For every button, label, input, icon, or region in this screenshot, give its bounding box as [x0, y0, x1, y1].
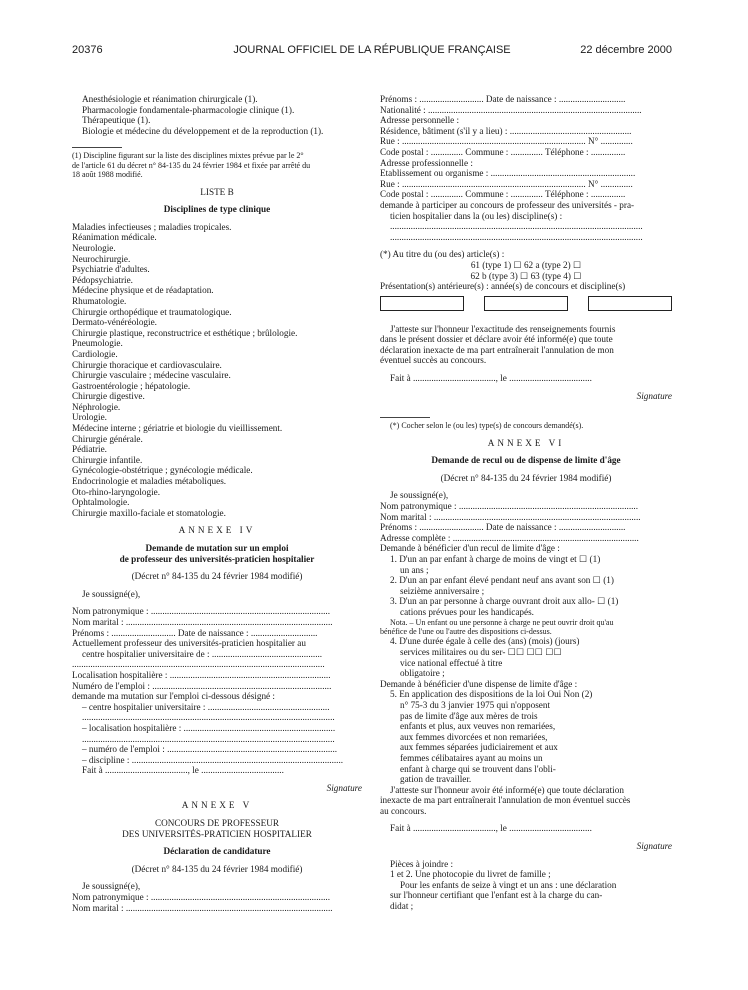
- text-line: Pneumologie.: [72, 338, 123, 349]
- text-line: Urologie.: [72, 412, 107, 423]
- previous-applications-boxes: [380, 296, 672, 311]
- text-line: 62 b (type 3) ☐ 63 (type 4) ☐: [470, 270, 582, 281]
- text-line: inexacte de ma part entraînerait l'annulation de mon éventuel succès: [380, 795, 631, 806]
- journal-title: JOURNAL OFFICIEL DE LA RÉPUBLIQUE FRANÇAISE: [233, 44, 511, 56]
- text-line: ANNEXE VI: [487, 437, 565, 448]
- text-line: Gastroentérologie ; hépatologie.: [72, 380, 191, 391]
- page-header: [72, 44, 672, 60]
- text-line: Code postal : .............. Commune : .............. Téléphone : ...............: [380, 146, 626, 157]
- spacer: [72, 564, 362, 571]
- text-line: Gynécologie-obstétrique ; gynécologie médicale.: [72, 465, 253, 476]
- spacer: [380, 401, 672, 413]
- text-line: Je soussigné(e),: [82, 588, 141, 599]
- text-line: CONCOURS DE PROFESSEUR: [154, 818, 280, 829]
- text-line: Néphrologie.: [72, 401, 121, 412]
- text-line: gation de travailler.: [400, 774, 472, 785]
- entry-box[interactable]: [484, 296, 568, 311]
- right-column: [380, 94, 672, 912]
- spacer: [72, 197, 362, 204]
- spacer: [72, 215, 362, 222]
- text-line: Nom marital : ..........................................................................................: [380, 511, 641, 522]
- text-line: services militaires ou du ser- ☐☐ ☐☐ ☐☐: [400, 646, 562, 657]
- publication-date: 22 décembre 2000: [580, 44, 672, 56]
- text-line: ..............................................................................................................: [82, 733, 335, 744]
- text-line: enfants et plus, aux veuves non remariées,: [400, 721, 556, 732]
- text-line: Code postal : .............. Commune : .............. Téléphone : ...............: [380, 189, 626, 200]
- spacer: [380, 242, 672, 249]
- spacer: [380, 483, 672, 490]
- text-line: bénéfice de l'une ou l'autre des dispositions ci-dessus.: [380, 626, 552, 636]
- text-line: Ophtalmologie.: [72, 497, 130, 508]
- spacer: [72, 536, 362, 543]
- text-line: Prénoms : ............................ Date de naissance : .............................: [72, 627, 318, 638]
- spacer: [72, 518, 362, 525]
- text-line: vice national effectué à titre: [400, 657, 503, 668]
- spacer: [380, 366, 672, 373]
- text-line: seizième anniversaire ;: [400, 585, 485, 596]
- text-line: Fait à ...................................., le ....................................: [390, 373, 592, 384]
- text-line: Je soussigné(e),: [82, 881, 141, 892]
- text-line: (*) Cocher selon le (ou les) type(s) de concours demandé(s).: [390, 421, 584, 431]
- text-line: – localisation hospitalière : ..................................................................: [82, 722, 336, 733]
- text-line: Biologie et médecine du développement et de la reproduction (1).: [82, 125, 324, 136]
- text-line: Cardiologie.: [72, 348, 118, 359]
- text-line: Endocrinologie et maladies métaboliques.: [72, 476, 227, 487]
- text-line: Chirurgie thoracique et cardiovasculaire.: [72, 359, 222, 370]
- text-line: 2. D'un an par enfant élevé pendant neuf ans avant son ☐ (1): [390, 575, 614, 586]
- text-line: Rue : ................................................................................ N° ..............: [380, 136, 633, 147]
- text-line: LISTE B: [200, 186, 234, 197]
- text-line: J'atteste sur l'honneur l'exactitude des renseignements fournis: [390, 323, 616, 334]
- text-line: Pédopsychiatrie.: [72, 274, 133, 285]
- text-line: Nota. – Un enfant ou une personne à charge ne peut ouvrir droit qu'au: [390, 617, 614, 627]
- text-line: Adresse professionnelle :: [380, 157, 473, 168]
- text-line: – discipline : ............................................................................................: [82, 754, 344, 765]
- text-line: obligatoire ;: [400, 668, 445, 679]
- text-line: Demande à bénéficier d'un recul de limite d'âge :: [380, 543, 560, 554]
- text-line: Anesthésiologie et réanimation chirurgicale (1).: [82, 94, 258, 104]
- text-line: au concours.: [380, 805, 427, 816]
- spacer: [72, 793, 362, 800]
- text-line: Prénoms : ............................ Date de naissance : .............................: [380, 522, 626, 533]
- text-line: ..............................................................................................................: [390, 221, 643, 232]
- text-line: n° 75-3 du 3 janvier 1975 qui n'opposent: [400, 699, 551, 710]
- spacer: [72, 839, 362, 846]
- spacer: [72, 776, 362, 783]
- text-line: pas de limite d'âge aux mères de trois: [400, 710, 538, 721]
- text-line: Signature: [636, 390, 672, 401]
- text-line: Nationalité : .............................................................................................: [380, 104, 642, 115]
- text-line: de l'article 61 du décret n° 84-135 du 24 février 1984 et fixée par arrêté du: [72, 160, 311, 170]
- text-line: Nom patronymique : ..............................................................................: [380, 501, 639, 512]
- text-line: Nom marital : ..........................................................................................: [72, 616, 333, 627]
- text-line: ticien hospitalier dans la (ou les) discipline(s) :: [390, 210, 563, 221]
- text-line: Nom marital : ..........................................................................................: [72, 902, 333, 913]
- text-line: DES UNIVERSITÉS-PRATICIEN HOSPITALIER: [122, 828, 312, 839]
- text-line: Médecine physique et de réadaptation.: [72, 285, 214, 296]
- spacer: [72, 582, 362, 589]
- spacer: [380, 852, 672, 859]
- text-line: Chirurgie infantile.: [72, 454, 143, 465]
- text-line: Nom patronymique : ..............................................................................: [72, 892, 331, 903]
- text-line: ..............................................................................................................: [390, 231, 643, 242]
- entry-box[interactable]: [588, 296, 672, 311]
- text-line: aux femmes séparées judiciairement et aux: [400, 742, 558, 753]
- text-line: déclaration inexacte de ma part entraînerait l'annulation de mon: [380, 344, 614, 355]
- text-line: 61 (type 1) ☐ 62 a (type 2) ☐: [470, 259, 582, 270]
- text-line: Neurochirurgie.: [72, 253, 131, 264]
- text-line: Médecine interne ; gériatrie et biologie du vieillissement.: [72, 423, 283, 434]
- text-line: – centre hospitalier universitaire : .....................................................: [82, 701, 330, 712]
- text-line: Chirurgie générale.: [72, 433, 143, 444]
- text-line: Chirurgie plastique, reconstructrice et esthétique ; brûlologie.: [72, 327, 298, 338]
- text-line: (Décret n° 84-135 du 24 février 1984 modifié): [440, 472, 612, 483]
- text-line: 18 août 1988 modifié.: [72, 170, 143, 180]
- text-line: Je soussigné(e),: [390, 490, 449, 501]
- text-line: 1. D'un an par enfant à charge de moins de vingt et ☐ (1): [390, 554, 601, 564]
- text-line: Neurologie.: [72, 242, 116, 253]
- text-line: Demande à bénéficier d'une dispense de limite d'âge :: [380, 678, 578, 689]
- text-line: – numéro de l'emploi : ..........................................................................: [82, 744, 338, 755]
- text-line: ..............................................................................................................: [72, 659, 325, 670]
- text-line: Oto-rhino-laryngologie.: [72, 486, 161, 497]
- footnote-rule: [72, 147, 122, 148]
- text-line: Rue : ................................................................................ N° ..............: [380, 178, 633, 189]
- text-line: Prénoms : ............................ Date de naissance : .............................: [380, 94, 626, 104]
- text-line: sur l'honneur certifiant que l'enfant est à la charge du can-: [390, 890, 603, 901]
- spacer: [380, 834, 672, 841]
- text-line: Pour les enfants de seize à vingt et un ans : une déclaration: [400, 879, 617, 890]
- text-line: ANNEXE IV: [178, 525, 256, 536]
- footnote-rule: [380, 417, 430, 418]
- text-line: 1 et 2. Une photocopie du livret de famille ;: [390, 869, 551, 880]
- text-line: J'atteste sur l'honneur avoir été informé(e) que toute déclaration: [390, 784, 624, 795]
- entry-box[interactable]: [380, 296, 464, 311]
- text-line: Pharmacologie fondamentale-pharmacologie clinique (1).: [82, 104, 295, 115]
- text-line: aux femmes divorcées et non remariées,: [400, 731, 548, 742]
- text-line: cations prévues pour les handicapés.: [400, 606, 534, 617]
- text-line: Actuellement professeur des universités-praticien hospitalier au: [72, 638, 306, 649]
- spacer: [72, 857, 362, 864]
- text-line: Numéro de l'emploi : ..............................................................................: [72, 680, 332, 691]
- text-line: éventuel succès au concours.: [380, 355, 487, 366]
- text-line: Chirurgie orthopédique et traumatologique.: [72, 306, 232, 317]
- text-line: (Décret n° 84-135 du 24 février 1984 modifié): [131, 571, 303, 582]
- text-line: Fait à ...................................., le ....................................: [390, 823, 592, 834]
- text-line: Nom patronymique : ..............................................................................: [72, 606, 331, 617]
- spacer: [380, 466, 672, 473]
- text-line: Rhumatologie.: [72, 295, 127, 306]
- text-line: un ans ;: [400, 564, 429, 575]
- text-line: Signature: [326, 782, 362, 793]
- spacer: [72, 811, 362, 818]
- text-line: enfant à charge qui se trouvent dans l'obli-: [400, 763, 556, 774]
- page-number: 20376: [72, 44, 103, 56]
- spacer: [380, 431, 672, 438]
- text-line: didat ;: [390, 901, 414, 912]
- spacer: [380, 816, 672, 823]
- spacer: [72, 599, 362, 606]
- text-line: ..............................................................................................................: [82, 712, 335, 723]
- text-line: Chirurgie digestive.: [72, 391, 145, 402]
- text-line: Chirurgie vasculaire ; médecine vasculaire.: [72, 370, 231, 381]
- text-line: femmes célibataires ayant au moins un: [400, 752, 543, 763]
- spacer: [72, 136, 362, 143]
- text-line: Demande de recul ou de dispense de limite d'âge: [431, 455, 621, 466]
- text-line: Etablissement ou organisme : ...............................................................: [380, 168, 636, 179]
- text-line: Adresse personnelle :: [380, 115, 460, 126]
- text-line: ANNEXE V: [181, 800, 253, 811]
- left-column: [72, 94, 362, 913]
- text-line: Présentation(s) antérieure(s) : année(s) de concours et discipline(s): [380, 281, 626, 292]
- text-line: Disciplines de type clinique: [163, 204, 271, 215]
- text-line: Résidence, bâtiment (s'il y a lieu) : .....................................................: [380, 125, 632, 136]
- text-line: Adresse complète : .................................................................................: [380, 532, 639, 543]
- spacer: [380, 384, 672, 391]
- text-line: Réanimation médicale.: [72, 232, 157, 243]
- text-line: Signature: [636, 841, 672, 852]
- text-line: centre hospitalier universitaire de : ................................................: [82, 648, 323, 659]
- text-line: 4. D'une durée égale à celle des (ans) (mois) (jours): [390, 636, 580, 647]
- text-line: Fait à ...................................., le ....................................: [82, 765, 284, 776]
- spacer: [72, 874, 362, 881]
- text-line: Pédiatrie.: [72, 444, 107, 455]
- text-line: Déclaration de candidature: [163, 846, 271, 857]
- text-line: Chirurgie maxillo-faciale et stomatologie.: [72, 507, 226, 518]
- text-line: 3. D'un an par personne à charge ouvrant droit aux allo- ☐ (1): [390, 596, 619, 607]
- text-line: Pièces à joindre :: [390, 858, 454, 869]
- text-line: Localisation hospitalière : ......................................................................: [72, 669, 331, 680]
- text-line: demande ma mutation sur l'emploi ci-dessous désigné :: [72, 691, 275, 702]
- spacer: [72, 180, 362, 187]
- text-line: (1) Discipline figurant sur la liste des disciplines mixtes prévue par le 2°: [72, 151, 304, 161]
- text-line: Thérapeutique (1).: [82, 115, 151, 126]
- text-line: dans le présent dossier et déclare avoir été informé(e) que toute: [380, 334, 613, 345]
- text-line: demande à participer au concours de professeur des universités - pra-: [380, 199, 635, 210]
- text-line: Dermato-vénéréologie.: [72, 317, 157, 328]
- text-line: (Décret n° 84-135 du 24 février 1984 modifié): [131, 863, 303, 874]
- text-line: Maladies infectieuses ; maladies tropicales.: [72, 221, 232, 232]
- text-line: 5. En application des dispositions de la loi Oui Non (2): [390, 689, 593, 700]
- text-line: Demande de mutation sur un emploi: [145, 543, 289, 553]
- spacer: [380, 448, 672, 455]
- text-line: de professeur des universités-praticien hospitalier: [119, 553, 315, 564]
- text-line: Psychiatrie d'adultes.: [72, 264, 150, 275]
- spacer: [380, 317, 672, 324]
- text-line: (*) Au titre du (ou des) article(s) :: [380, 249, 505, 260]
